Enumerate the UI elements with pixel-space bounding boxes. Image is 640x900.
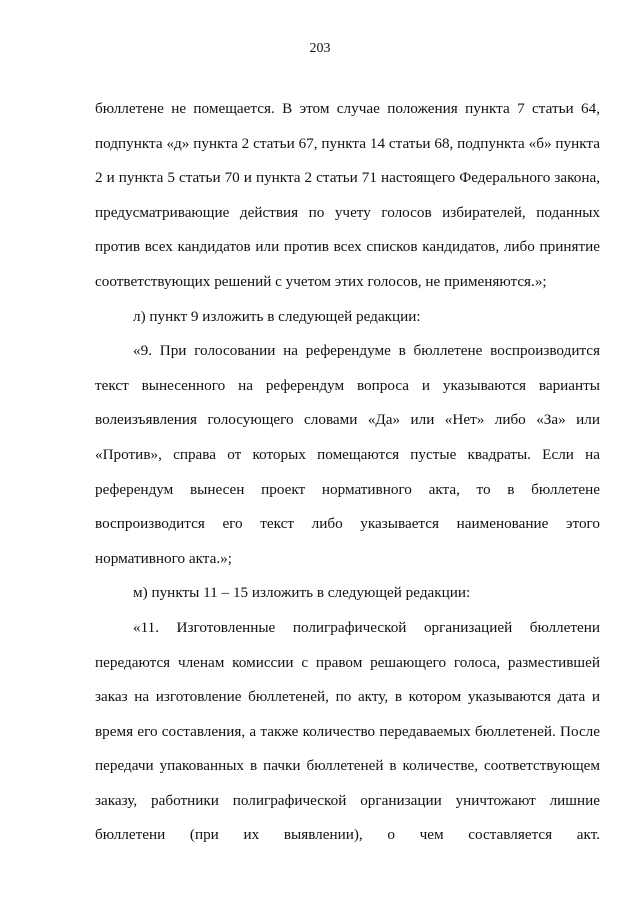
text-line: время его составления, а также количество передаваемых бюллетеней. После: [95, 722, 600, 740]
text-line: «11. Изготовленные полиграфической организацией бюллетени: [133, 618, 600, 636]
text-line: бюллетене не помещается. В этом случае положения пункта 7 статьи 64,: [95, 100, 600, 117]
text-line: против всех кандидатов или против всех списков кандидатов, либо принятие: [95, 238, 600, 256]
text-line: референдум вынесен проект нормативного акта, то в бюллетене: [95, 480, 600, 498]
text-line: заказ на изготовление бюллетеней, по акту, в котором указываются дата и: [95, 688, 600, 706]
text-line: нормативного акта.»;: [95, 549, 232, 567]
text-line: текст вынесенного на референдум вопроса и указываются варианты: [95, 376, 600, 394]
text-line: заказу, работники полиграфической организации уничтожают лишние: [95, 791, 600, 809]
text-line: л) пункт 9 изложить в следующей редакции:: [133, 307, 421, 325]
text-line: бюллетени (при их выявлении), о чем составляется акт.: [95, 826, 600, 844]
text-line: передачи упакованных в пачки бюллетеней в количестве, соответствующем: [95, 757, 600, 775]
text-line: «Против», справа от которых помещаются пустые квадраты. Если на: [95, 445, 600, 463]
page-number: 203: [309, 41, 331, 56]
text-line: предусматривающие действия по учету голосов избирателей, поданных: [95, 203, 600, 221]
text-line: передаются членам комиссии с правом решающего голоса, разместившей: [95, 653, 600, 671]
text-line: волеизъявления голосующего словами «Да» или «Нет» либо «За» или: [95, 411, 600, 429]
text-line: подпункта «д» пункта 2 статьи 67, пункта 14 статьи 68, подпункта «б» пункта: [95, 134, 600, 152]
text-line: воспроизводится его текст либо указывается наименование этого: [95, 515, 600, 533]
text-line: «9. При голосовании на референдуме в бюллетене воспроизводится: [133, 342, 600, 360]
text-line: соответствующих решений с учетом этих голосов, не применяются.»;: [95, 272, 547, 290]
text-line: м) пункты 11 – 15 изложить в следующей редакции:: [133, 584, 471, 602]
document-body: [95, 92, 600, 853]
text-line: 2 и пункта 5 статьи 70 и пункта 2 статьи 71 настоящего Федерального закона,: [95, 169, 600, 187]
